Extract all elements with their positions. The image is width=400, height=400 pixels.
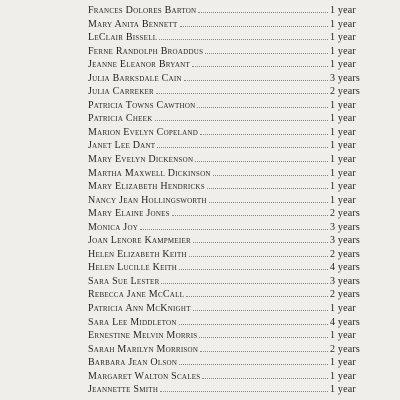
term-length: 3 years — [330, 221, 360, 233]
list-item — [88, 31, 388, 45]
dot-leader — [202, 377, 328, 379]
dot-leader — [179, 323, 328, 325]
dot-leader — [207, 187, 328, 189]
dot-leader — [184, 79, 328, 81]
dot-leader — [186, 295, 328, 297]
person-name: Sarah Marilyn Morrison — [88, 343, 199, 355]
dot-leader — [200, 350, 328, 352]
term-length: 1 year — [330, 330, 356, 342]
dot-leader — [205, 52, 328, 54]
dot-leader — [192, 65, 328, 67]
term-length: 4 years — [330, 262, 360, 274]
list-item — [88, 4, 388, 18]
term-length: 1 year — [330, 357, 356, 369]
person-name: Frances Dolores Barton — [88, 5, 197, 16]
list-item — [88, 248, 388, 262]
term-length: 1 year — [330, 194, 356, 206]
dot-leader — [160, 390, 328, 392]
name-list — [88, 4, 388, 397]
dot-leader — [198, 11, 328, 13]
term-length: 1 year — [330, 113, 356, 125]
list-item — [88, 383, 388, 397]
list-item — [88, 302, 388, 316]
person-name: Mary Anita Bennett — [88, 18, 178, 30]
list-item — [88, 221, 388, 235]
person-name: Helen Lucille Keith — [88, 262, 178, 274]
list-item — [88, 85, 388, 99]
dot-leader — [179, 268, 328, 270]
term-length: 1 year — [330, 384, 356, 396]
list-item — [88, 343, 388, 357]
list-item — [88, 316, 388, 330]
term-length: 1 year — [330, 126, 356, 138]
list-item — [88, 370, 388, 384]
person-name: Mary Elaine Jones — [88, 208, 170, 220]
person-name: Margaret Walton Scales — [88, 370, 201, 382]
term-length: 1 year — [330, 5, 356, 16]
dot-leader — [172, 214, 328, 216]
term-length: 1 year — [330, 181, 356, 193]
list-item — [88, 99, 388, 113]
list-item — [88, 112, 388, 126]
term-length: 3 years — [330, 275, 360, 287]
dot-leader — [157, 146, 328, 148]
list-item — [88, 72, 388, 86]
list-item — [88, 139, 388, 153]
term-length: 1 year — [330, 18, 356, 30]
term-length: 1 year — [330, 32, 356, 44]
person-name: Nancy Jean Hollingsworth — [88, 194, 207, 206]
list-item — [88, 167, 388, 181]
term-length: 2 years — [330, 343, 360, 355]
list-item — [88, 329, 388, 343]
list-item — [88, 194, 388, 208]
person-name: Sara Sue Lester — [88, 275, 160, 287]
term-length: 1 year — [330, 167, 356, 179]
list-item — [88, 288, 388, 302]
dot-leader — [140, 228, 328, 230]
list-item — [88, 180, 388, 194]
term-length: 2 years — [330, 289, 360, 301]
term-length: 1 year — [330, 99, 356, 111]
person-name: Mary Elizabeth Hendricks — [88, 181, 205, 193]
term-length: 1 year — [330, 154, 356, 166]
dot-leader — [159, 38, 328, 40]
dot-leader — [213, 174, 328, 176]
list-item — [88, 234, 388, 248]
person-name: Rebecca Jane McCall — [88, 289, 185, 301]
list-item — [88, 207, 388, 221]
person-name: Patricia Ann McKnight — [88, 303, 191, 315]
dot-leader — [156, 92, 328, 94]
person-name: Sara Lee Middleton — [88, 316, 177, 328]
person-name: Ernestine Melvin Morris — [88, 330, 198, 342]
term-length: 2 years — [330, 208, 360, 220]
person-name: Jeannette Smith — [88, 384, 159, 396]
person-name: Joan Lenore Kampmeier — [88, 235, 191, 247]
dot-leader — [197, 106, 328, 108]
person-name: Patricia Towns Cawthon — [88, 99, 196, 111]
term-length: 2 years — [330, 248, 360, 260]
list-item — [88, 153, 388, 167]
list-item — [88, 275, 388, 289]
term-length: 1 year — [330, 45, 356, 57]
dot-leader — [180, 25, 329, 27]
dot-leader — [195, 160, 328, 162]
person-name: Helen Elizabeth Keith — [88, 248, 187, 260]
term-length: 2 years — [330, 86, 360, 98]
dot-leader — [193, 241, 328, 243]
term-length: 4 years — [330, 316, 360, 328]
person-name: LeClair Bissell — [88, 32, 158, 44]
dot-leader — [189, 255, 328, 257]
list-item — [88, 58, 388, 72]
list-item — [88, 356, 388, 370]
term-length: 3 years — [330, 72, 360, 84]
person-name: Julia Barksdale Cain — [88, 72, 182, 84]
term-length: 3 years — [330, 235, 360, 247]
list-item — [88, 45, 388, 59]
dot-leader — [179, 363, 328, 365]
dot-leader — [209, 201, 328, 203]
dot-leader — [199, 336, 328, 338]
person-name: Ferne Randolph Broaddus — [88, 45, 204, 57]
person-name: Jeanne Eleanor Bryant — [88, 59, 190, 71]
list-item — [88, 18, 388, 32]
person-name: Patricia Cheek — [88, 113, 153, 125]
person-name: Martha Maxwell Dickinson — [88, 167, 211, 179]
person-name: Marion Evelyn Copeland — [88, 126, 199, 138]
person-name: Monica Joy — [88, 221, 139, 233]
list-item — [88, 126, 388, 140]
term-length: 1 year — [330, 303, 356, 315]
term-length: 1 year — [330, 140, 356, 152]
term-length: 1 year — [330, 59, 356, 71]
person-name: Julia Carreker — [88, 86, 154, 98]
dot-leader — [200, 133, 328, 135]
dot-leader — [155, 119, 328, 121]
person-name: Mary Evelyn Dickenson — [88, 154, 194, 166]
term-length: 1 year — [330, 370, 356, 382]
dot-leader — [161, 282, 328, 284]
dot-leader — [193, 309, 328, 311]
person-name: Janet Lee Dant — [88, 140, 156, 152]
person-name: Barbara Jean Olson — [88, 357, 178, 369]
list-item — [88, 261, 388, 275]
